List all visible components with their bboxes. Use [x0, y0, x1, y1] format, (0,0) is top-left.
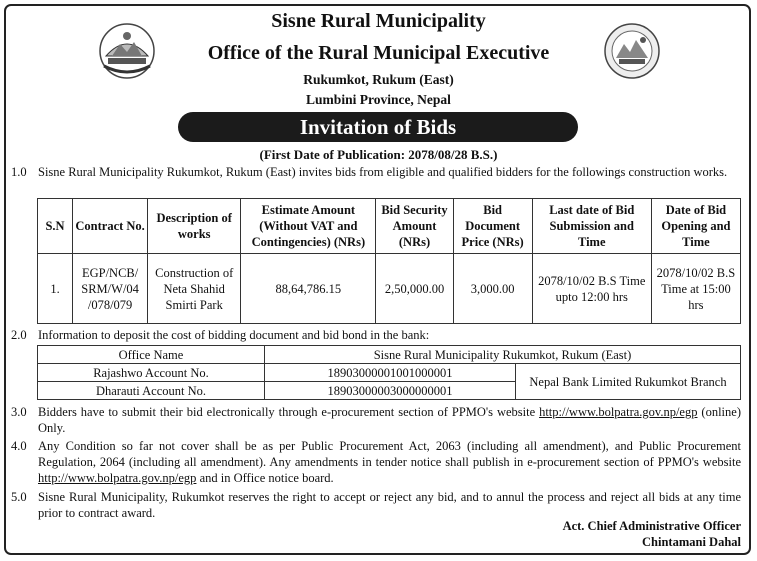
cell-bid-security: 2,50,000.00: [376, 254, 453, 324]
bid-table-header-row: [38, 199, 741, 254]
office-name-value: Sisne Rural Municipality Rukumkot, Rukum (East): [265, 346, 741, 364]
table-row: [38, 254, 741, 324]
section-3-text: Bidders have to submit their bid electronically through e-procurement section of PPMO's website: [38, 405, 540, 419]
section-3-text-end: (online) Only.: [38, 405, 741, 435]
cell-estimate: 88,64,786.15: [241, 254, 376, 324]
dharauti-account-label: Dharauti Account No.: [38, 382, 265, 400]
section-3: [11, 404, 741, 436]
office-name: Office of the Rural Municipal Executive: [207, 42, 550, 64]
section-4-text-end: and in Office notice board.: [196, 471, 334, 485]
header-opening: Date of Bid Opening and Time: [651, 199, 740, 254]
dharauti-account-number: 18903000003000000001: [265, 382, 516, 400]
header-estimate: Estimate Amount (Without VAT and Contingencies) (NRs): [241, 199, 376, 254]
header-sn: S.N: [38, 199, 73, 254]
signatory-name: Chintamani Dahal: [642, 535, 741, 549]
cell-sn: 1.: [38, 254, 73, 324]
header-contract-no: Contract No.: [73, 199, 148, 254]
bolpatra-link-2[interactable]: http://www.bolpatra.gov.np/egp: [38, 471, 197, 485]
section-4-number: 4.0: [11, 439, 27, 453]
header-description: Description of works: [148, 199, 241, 254]
rajashwo-account-label: Rajashwo Account No.: [38, 364, 265, 382]
header-bid-security: Bid Security Amount (NRs): [376, 199, 453, 254]
header-submission: Last date of Bid Submission and Time: [532, 199, 651, 254]
section-2: [11, 327, 741, 343]
section-3-number: 3.0: [11, 405, 27, 419]
section-1: [11, 164, 741, 180]
section-4-text: Any Condition so far not cover shall be as per Public Procurement Act, 2063 (including all amendment), and Public Procurement Regulation, 2064 (including all amendment). Any amendments in tender notice shall publish in e-procurement section of PPMO's website: [38, 439, 741, 469]
cell-contract-no: EGP/NCB/ SRM/W/04 /078/079: [73, 254, 148, 324]
cell-opening: 2078/10/02 B.S Time at 15:00 hrs: [651, 254, 740, 324]
section-5: [11, 489, 741, 521]
section-4: [11, 438, 741, 486]
bid-table: [37, 198, 741, 324]
section-5-number: 5.0: [11, 490, 27, 504]
cell-description: Construction of Neta Shahid Smirti Park: [148, 254, 241, 324]
section-2-number: 2.0: [11, 328, 27, 342]
municipality-name: Sisne Rural Municipality: [271, 10, 486, 32]
office-name-label: Office Name: [38, 346, 265, 364]
bolpatra-link[interactable]: http://www.bolpatra.gov.np/egp: [539, 405, 698, 419]
cell-doc-price: 3,000.00: [453, 254, 532, 324]
rajashwo-account-number: 18903000001001000001: [265, 364, 516, 382]
address-line-1: Rukumkot, Rukum (East): [303, 72, 454, 87]
section-2-text: Information to deposit the cost of bidding document and bid bond in the bank:: [38, 328, 430, 342]
cell-submission: 2078/10/02 B.S Time upto 12:00 hrs: [532, 254, 651, 324]
bank-branch: Nepal Bank Limited Rukumkot Branch: [516, 364, 741, 400]
header-doc-price: Bid Document Price (NRs): [453, 199, 532, 254]
section-1-text: Sisne Rural Municipality Rukumkot, Rukum (East) invites bids from eligible and qualified bidders for the followings construction works.: [38, 165, 728, 179]
section-1-number: 1.0: [11, 165, 27, 179]
address-line-2: Lumbini Province, Nepal: [306, 92, 451, 107]
bank-table: [37, 345, 741, 400]
publication-date: (First Date of Publication: 2078/08/28 B.S.): [259, 147, 498, 162]
section-5-text: Sisne Rural Municipality, Rukumkot reserves the right to accept or reject any bid, and to annul the process and reject all bids at any time prior to contract award.: [38, 490, 741, 520]
invitation-banner: Invitation of Bids: [178, 112, 578, 142]
signatory-title: Act. Chief Administrative Officer: [562, 519, 741, 533]
